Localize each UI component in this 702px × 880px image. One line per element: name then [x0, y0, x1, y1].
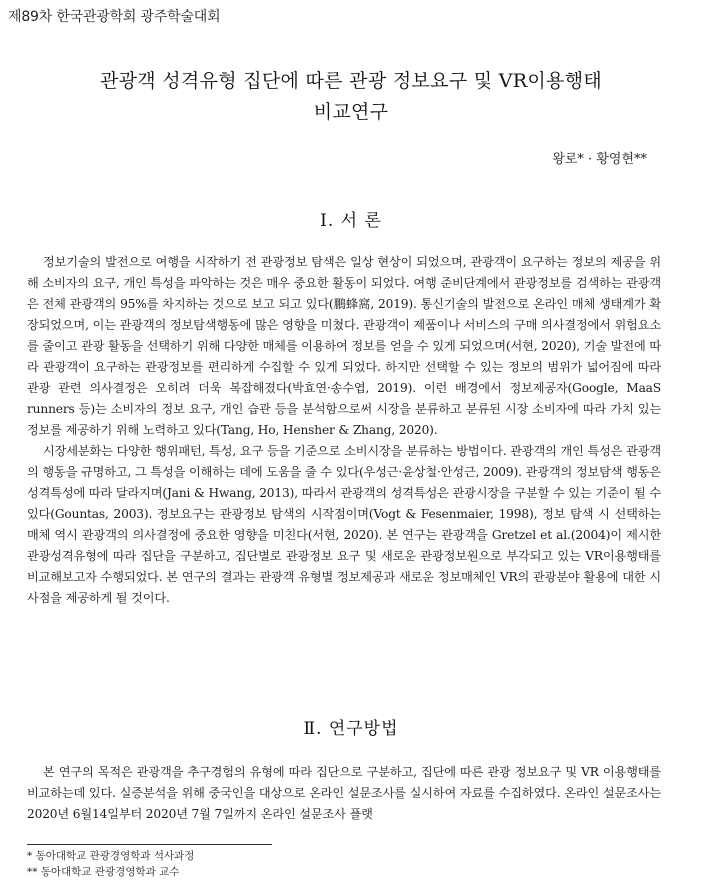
section-heading-introduction: Ⅰ. 서 론 [320, 211, 382, 231]
paper-title [0, 66, 702, 128]
introduction-body [27, 252, 661, 609]
footnote-2: ** 동아대학교 관광경영학과 교수 [27, 866, 180, 878]
footnote-1: * 동아대학교 관광경영학과 석사과정 [27, 850, 195, 862]
title-line-2: 비교연구 [313, 101, 389, 123]
section-heading-methods: Ⅱ. 연구방법 [303, 719, 399, 739]
footnotes [27, 848, 194, 880]
methods-body [27, 762, 661, 825]
author-line: 왕로* · 황영현** [552, 152, 647, 167]
introduction-paragraph-1: 정보기술의 발전으로 여행을 시작하기 전 관광정보 탐색은 일상 현상이 되었으며, 관광객이 요구하는 정보의 제공을 위해 소비자의 요구, 개인 특성을 파악하는 것은 매우 중요한 활동이 되었다. 여행 준비단계에서 관광정보를 검색하는 관광객은 전체 관광객의 95%를 차지하는 것으로 보고 되고 있다(鵬蜂窩, 2019). 통신기술의 발전으로 온라인 매체 생태계가 확장되었으며, 이는 관광객의 정보탐색행동에 많은 영향을 미쳤다. 관광객이 제품이나 서비스의 구매 의사결정에서 위험요소를 줄이고 관광 활동을 선택하기 위해 다양한 매체를 이용하여 정보를 얻을 수 있게 되었으며(서현, 2020), 기술 발전에 따라 관광객이 요구하는 관광정보를 편리하게 수집할 수 있게 되었다. 하지만 선택할 수 있는 정보의 범위가 넓어짐에 따라 관광 관련 의사결정은 오히려 더욱 복잡해졌다(박효연·송수엽, 2019). 이런 배경에서 정보제공자(Google, MaaS runners 등)는 소비자의 정보 요구, 개인 습관 등을 분석함으로써 시장을 분류하고 분류된 시장 소비자에 따라 가치 있는 정보를 제공하기 위해 노력하고 있다(Tang, Ho, Hensher & Zhang, 2020). [27, 255, 661, 437]
title-line-1: 관광객 성격유형 집단에 따른 관광 정보요구 및 VR이용행태 [99, 70, 603, 92]
introduction-paragraph-2: 시장세분화는 다양한 행위패턴, 특성, 요구 등을 기준으로 소비시장을 분류하는 방법이다. 관광객의 개인 특성은 관광객의 행동을 규명하고, 그 특성을 이해하는 데에 도움을 줄 수 있다(우성근·윤상철·안성근, 2009). 관광객의 정보탐색 행동은 성격특성에 따라 달라지며(Jani & Hwang, 2013), 따라서 관광객의 성격특성은 관광시장을 구분할 수 있는 기준이 될 수 있다(Gountas, 2003). 정보요구는 관광정보 탐색의 시작점이며(Vogt & Fesenmaier, 1998), 정보 탐색 시 선택하는 매체 역시 관광객의 의사결정에 중요한 영향을 미친다(서현, 2020). 본 연구는 관광객을 Gretzel et al.(2004)이 제시한 관광성격유형에 따라 집단을 구분하고, 집단별로 관광정보 요구 및 새로운 관광정보원으로 부각되고 있는 VR이용행태를 비교해보고자 수행되었다. 본 연구의 결과는 관광객 유형별 정보제공과 새로운 정보매체인 VR의 관광분야 활용에 대한 시사점을 제공하게 될 것이다. [27, 444, 661, 605]
methods-paragraph-1: 본 연구의 목적은 관광객을 추구경험의 유형에 따라 집단으로 구분하고, 집단에 따른 관광 정보요구 및 VR 이용행태를 비교하는데 있다. 실증분석을 위해 중국인을 대상으로 온라인 설문조사를 실시하여 자료를 수집하였다. 온라인 설문조사는 2020년 6월14일부터 2020년 7월 7일까지 온라인 설문조사 플랫 [27, 765, 661, 821]
footnote-divider [27, 844, 272, 845]
conference-header: 제89차 한국관광학회 광주학술대회 [8, 9, 221, 25]
